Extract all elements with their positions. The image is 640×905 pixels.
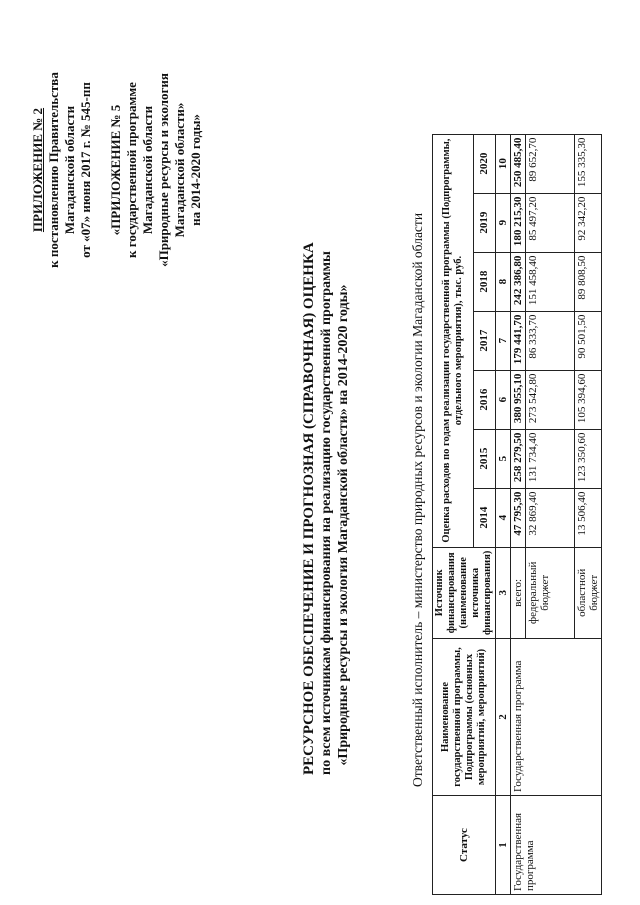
column-number: 7 xyxy=(496,311,511,370)
row-value: 180 215,30 xyxy=(511,193,526,252)
row-value: 13 506,40 xyxy=(575,488,602,547)
row-value: 89 808,50 xyxy=(575,252,602,311)
appendix-line: на 2014-2020 годы» xyxy=(188,114,203,226)
header-estimate: Оценка расходов по годам реализации государственной программы (Подпрограммы, отдельного мероприятия), тыс. руб. xyxy=(433,134,474,547)
appendix-line: Магаданской области xyxy=(62,105,77,235)
year-header: 2018 xyxy=(473,252,496,311)
year-header: 2020 xyxy=(473,134,496,193)
row-value: 273 542,80 xyxy=(526,370,575,429)
row-value: 380 955,10 xyxy=(511,370,526,429)
row-source: областной бюджет xyxy=(575,547,602,638)
column-number-row xyxy=(496,134,511,894)
column-number: 4 xyxy=(496,488,511,547)
appendix-line: Магаданской области» xyxy=(172,102,187,238)
row-value: 250 485,40 xyxy=(511,134,526,193)
table-row xyxy=(511,134,526,894)
header-source: Источник финансирования (наименование источника финансирования) xyxy=(433,547,496,638)
column-number: 1 xyxy=(496,796,511,895)
row-value: 105 394,60 xyxy=(575,370,602,429)
column-number: 9 xyxy=(496,193,511,252)
title-line: РЕСУРСНОЕ ОБЕСПЕЧЕНИЕ И ПРОГНОЗНАЯ (СПРАВОЧНАЯ) ОЦЕНКА xyxy=(301,242,317,775)
appendix-line: «ПРИЛОЖЕНИЕ № 5 xyxy=(108,104,123,236)
column-number: 10 xyxy=(496,134,511,193)
column-number: 2 xyxy=(496,639,511,796)
appendix-line: ПРИЛОЖЕНИЕ № 2 xyxy=(30,107,45,233)
row-source: федеральный бюджет xyxy=(526,547,575,638)
header-name: Наименование государственной программы, Подпрограммы (основных мероприятий, мероприятий) xyxy=(433,639,496,796)
row-value: 258 279,50 xyxy=(511,429,526,488)
responsible-executor: Ответственный исполнитель – министерство природных ресурсов и экологии Магаданской области xyxy=(410,212,425,787)
row-value: 179 441,70 xyxy=(511,311,526,370)
document-title xyxy=(300,242,352,775)
row-status: Государственная программа xyxy=(511,796,602,895)
appendix-line: к государственной программе xyxy=(124,82,139,258)
year-header: 2016 xyxy=(473,370,496,429)
appendix-line: Магаданской области xyxy=(140,105,155,235)
column-number: 3 xyxy=(496,547,511,638)
row-value: 151 458,40 xyxy=(526,252,575,311)
row-value: 85 497,20 xyxy=(526,193,575,252)
appendix-line: «Природные ресурсы и экология xyxy=(156,73,171,267)
title-line: по всем источникам финансирования на реализацию государственной программы xyxy=(319,251,334,775)
row-value: 90 501,50 xyxy=(575,311,602,370)
funding-table xyxy=(432,134,602,895)
header-status: Статус xyxy=(433,796,496,895)
column-number: 5 xyxy=(496,429,511,488)
row-value: 92 342,20 xyxy=(575,193,602,252)
column-number: 8 xyxy=(496,252,511,311)
appendix-line: от «07» июня 2017 г. № 545-пп xyxy=(78,82,93,258)
appendix-line: к постановлению Правительства xyxy=(46,72,61,268)
column-number: 6 xyxy=(496,370,511,429)
year-header: 2017 xyxy=(473,311,496,370)
spacer xyxy=(94,35,108,305)
year-header: 2015 xyxy=(473,429,496,488)
row-value: 86 333,70 xyxy=(526,311,575,370)
year-header: 2014 xyxy=(473,488,496,547)
row-value: 131 734,40 xyxy=(526,429,575,488)
appendix-header xyxy=(30,35,204,305)
title-line: «Природные ресурсы и экология Магаданской области» на 2014-2020 годы» xyxy=(336,284,351,766)
row-value: 47 795,30 xyxy=(511,488,526,547)
row-value: 32 869,40 xyxy=(526,488,575,547)
row-value: 242 386,80 xyxy=(511,252,526,311)
row-source: всего: xyxy=(511,547,526,638)
row-value: 123 350,60 xyxy=(575,429,602,488)
row-value: 155 335,30 xyxy=(575,134,602,193)
row-program-name: Государственная программа xyxy=(511,639,602,796)
year-header: 2019 xyxy=(473,193,496,252)
row-value: 89 652,70 xyxy=(526,134,575,193)
